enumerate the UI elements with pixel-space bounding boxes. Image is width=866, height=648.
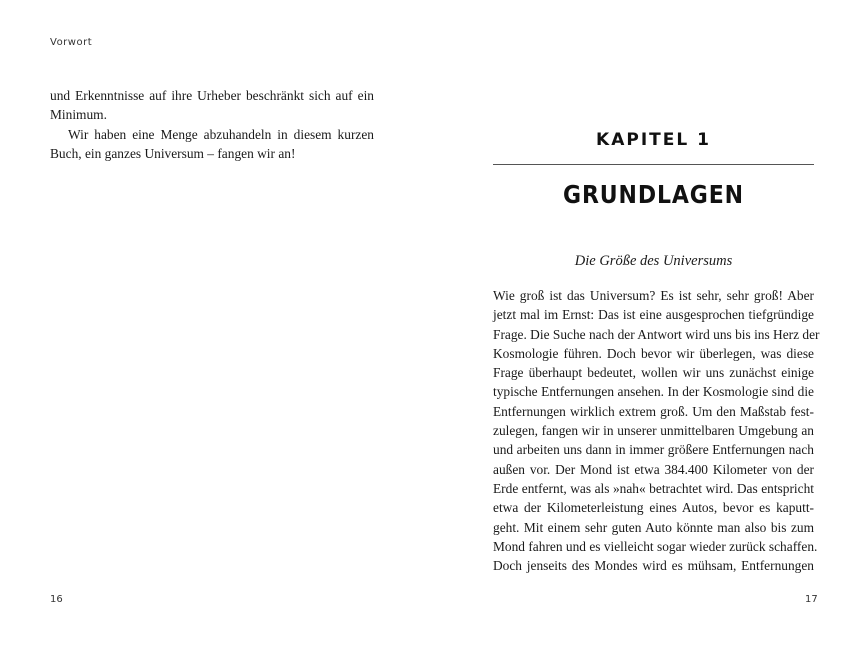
text-line: Minimum. — [50, 107, 107, 123]
text-line: außen vor. Der Mond ist etwa 384.400 Kilometer von der — [493, 461, 814, 477]
right-body-text — [493, 286, 820, 575]
text-line: jetzt mal im Ernst: Das ist eine ausgesprochen tiefgründige — [493, 307, 814, 323]
text-line: Kosmologie führen. Doch bevor wir überlegen, was diese — [493, 345, 814, 361]
text-line: Wie groß ist das Universum? Es ist sehr, sehr groß! Aber — [493, 288, 814, 303]
text-line: Doch jenseits des Mondes wird es mühsam, Entfernungen — [493, 558, 814, 574]
paragraph — [50, 86, 374, 125]
chapter-divider — [493, 164, 814, 165]
paragraph — [493, 286, 820, 575]
text-line: Wir haben eine Menge abzuhandeln in diesem kurzen — [68, 126, 374, 142]
left-body-text — [50, 86, 374, 163]
text-line: Entfernungen wirklich extrem groß. Um den Maßstab fest- — [493, 403, 814, 419]
paragraph — [50, 125, 374, 164]
text-line: und Erkenntnisse auf ihre Urheber beschränkt sich auf ein — [50, 88, 374, 103]
section-title: Die Größe des Universums — [574, 253, 733, 269]
text-line: Buch, ein ganzes Universum – fangen wir an! — [50, 145, 296, 161]
text-line: etwa der Kilometerleistung eines Autos, bevor es kaputt- — [493, 500, 814, 516]
chapter-label: KAPITEL 1 — [596, 130, 711, 150]
text-line: typische Entfernungen ansehen. In der Kosmologie sind die — [493, 384, 814, 400]
text-line: Mond fahren und es vielleicht sogar wieder zurück schaffen. — [493, 538, 818, 554]
text-line: zulegen, fangen wir in unserer unmittelbaren Umgebung an — [493, 423, 814, 439]
page-number: 16 — [50, 594, 63, 605]
chapter-title: GRUNDLAGEN — [563, 180, 744, 209]
text-line: Frage. Die Suche nach der Antwort wird uns bis ins Herz der — [493, 326, 820, 342]
right-page — [433, 0, 866, 648]
text-line: Erde entfernt, was als »nah« betrachtet wird. Das entspricht — [493, 480, 814, 496]
page-number: 17 — [805, 594, 818, 605]
text-line: geht. Mit einem sehr guten Auto könnte man also bis zum — [493, 519, 814, 535]
running-head: Vorwort — [50, 37, 93, 48]
text-line: Frage überhaupt bedeutet, wollen wir uns zunächst einige — [493, 365, 814, 381]
text-line: und arbeiten uns dann in immer größere Entfernungen nach — [493, 442, 814, 458]
